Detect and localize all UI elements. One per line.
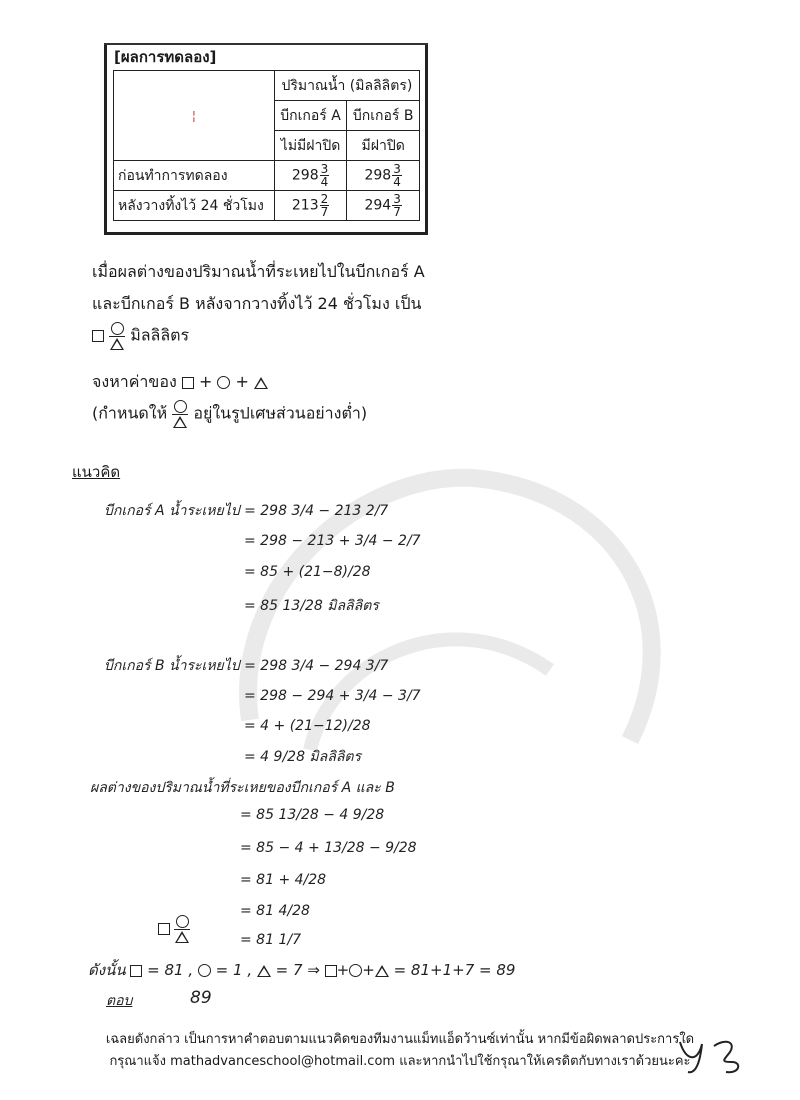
unit-label: มิลลิลิตร bbox=[130, 325, 190, 345]
circle-icon bbox=[198, 964, 211, 977]
difference-step2: = 85 − 4 + 13/28 − 9/28 bbox=[240, 840, 417, 856]
beaker-b-step2: = 298 − 294 + 3/4 − 3/7 bbox=[244, 688, 421, 704]
row-after-label: หลังวางทิ้งไว้ 24 ชั่วโมง bbox=[114, 191, 275, 221]
circle-icon bbox=[217, 376, 230, 389]
signature-icon bbox=[674, 1032, 748, 1078]
triangle-icon bbox=[375, 965, 389, 977]
triangle-icon bbox=[257, 965, 271, 977]
difference-title: ผลต่างของปริมาณน้ำที่ระเหยของบีกเกอร์ A และ B bbox=[90, 780, 395, 796]
difference-step3: = 81 + 4/28 bbox=[240, 872, 327, 888]
results-table bbox=[113, 70, 420, 221]
cell-after-a: 213 $\frac{2}{7}$ bbox=[274, 191, 347, 221]
circle-icon bbox=[176, 915, 189, 928]
beaker-a-step4: = 85 13/28 มิลลิลิตร bbox=[244, 598, 379, 614]
question-line1: เมื่อผลต่างของปริมาณน้ำที่ระเหยไปในบีกเกอร์ A bbox=[92, 262, 425, 281]
triangle-icon bbox=[173, 416, 187, 428]
answer-label: ตอบ bbox=[106, 993, 133, 1009]
difference-step4: = 81 4/28 bbox=[240, 903, 310, 919]
col-b-line1: บีกเกอร์ B bbox=[347, 101, 420, 131]
footer-line1: เฉลยดังกล่าว เป็นการหาคำตอบตามแนวคิดของทีมงานแม็ทแอ็ดว้านซ์เท่านั้น หากมีข้อผิดพลาดประการใด bbox=[105, 1032, 695, 1047]
square-icon bbox=[182, 377, 194, 389]
beaker-b-step1: บีกเกอร์ B น้ำระเหยไป = 298 3/4 − 294 3/7 bbox=[104, 658, 389, 674]
circle-icon bbox=[111, 322, 124, 335]
beaker-b-step3: = 4 + (21−12)/28 bbox=[244, 718, 371, 734]
beaker-b-step4: = 4 9/28 มิลลิลิตร bbox=[244, 749, 362, 765]
question-line2: และบีกเกอร์ B หลังจากวางทิ้งไว้ 24 ชั่วโมง เป็น bbox=[92, 294, 422, 313]
square-icon bbox=[158, 923, 170, 935]
answer-value: 89 bbox=[190, 988, 212, 1008]
row-before-label: ก่อนทำการทดลอง bbox=[114, 161, 275, 191]
header-group: ปริมาณน้ำ (มิลลิลิตร) bbox=[274, 71, 419, 101]
square-icon bbox=[130, 965, 142, 977]
difference-step1: = 85 13/28 − 4 9/28 bbox=[240, 807, 385, 823]
cell-before-b: 298 $\frac{3}{4}$ bbox=[347, 161, 420, 191]
cell-after-b: 294 $\frac{3}{7}$ bbox=[347, 191, 420, 221]
beaker-a-step3: = 85 + (21−8)/28 bbox=[244, 564, 371, 580]
circle-icon bbox=[174, 400, 187, 413]
col-a-line1: บีกเกอร์ A bbox=[274, 101, 347, 131]
solution-heading: แนวคิด bbox=[72, 463, 121, 481]
question-note: (กำหนดให้ อยู่ในรูปเศษส่วนอย่างต่ำ) bbox=[92, 400, 367, 428]
question-find: จงหาค่าของ + + bbox=[92, 370, 268, 395]
conclusion-line: ดังนั้น = 81 , = 1 , = 7 ⇒ + + = 81+1+7 = 89 bbox=[88, 961, 516, 979]
results-title: [ผลการทดลอง] bbox=[114, 48, 217, 66]
triangle-icon bbox=[110, 338, 124, 350]
difference-step5: = 81 1/7 bbox=[240, 932, 301, 948]
square-icon bbox=[325, 965, 337, 977]
beaker-a-step2: = 298 − 213 + 3/4 − 2/7 bbox=[244, 533, 421, 549]
beaker-a-step1: บีกเกอร์ A น้ำระเหยไป = 298 3/4 − 213 2/7 bbox=[104, 503, 389, 519]
col-a-line2: ไม่มีฝาปิด bbox=[274, 131, 347, 161]
fraction-shape bbox=[172, 400, 188, 428]
fraction-shape-handwritten bbox=[158, 915, 190, 943]
triangle-icon bbox=[254, 377, 268, 389]
fraction-shape bbox=[109, 322, 125, 350]
table-corner-cell bbox=[114, 71, 275, 161]
footer-line2: กรุณาแจ้ง mathadvanceschool@hotmail.com และหากนำไปใช้กรุณาให้เครดิตกับทางเราด้วยนะคะ bbox=[109, 1054, 691, 1069]
circle-icon bbox=[349, 964, 362, 977]
pen-mark-icon: ¦ bbox=[191, 108, 196, 123]
col-b-line2: มีฝาปิด bbox=[347, 131, 420, 161]
cell-before-a: 298 $\frac{3}{4}$ bbox=[274, 161, 347, 191]
question-line3 bbox=[92, 322, 189, 350]
triangle-icon bbox=[175, 931, 189, 943]
square-icon bbox=[92, 330, 104, 342]
